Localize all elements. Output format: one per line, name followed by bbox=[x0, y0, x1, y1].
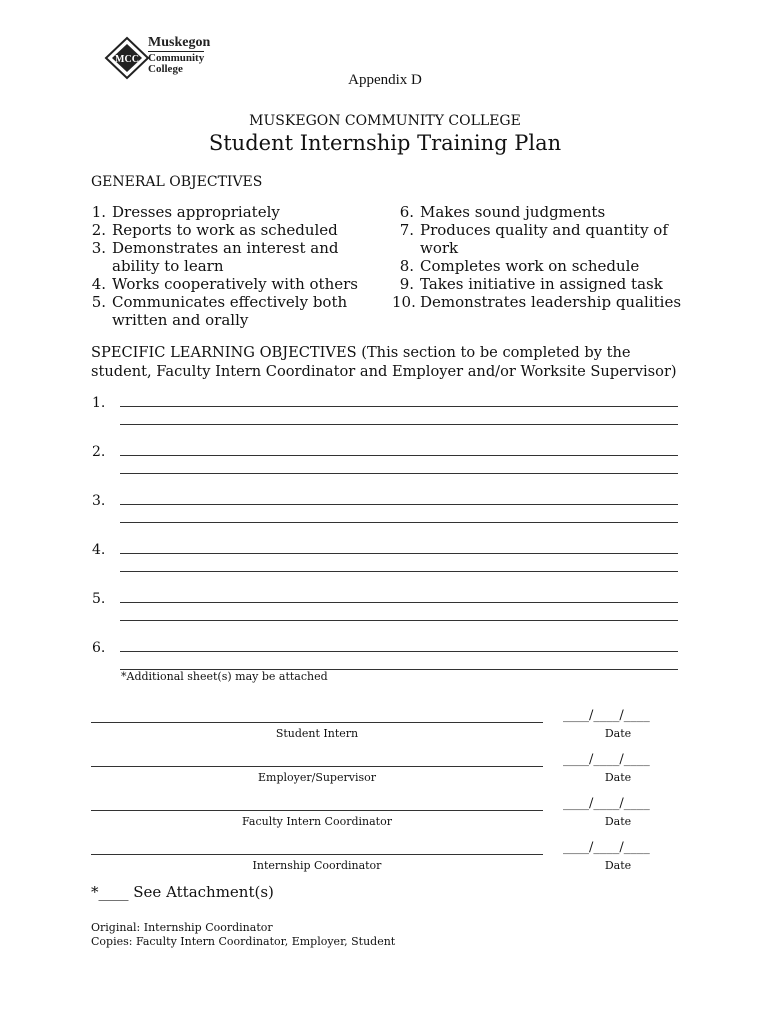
objective-number: 9. bbox=[399, 275, 414, 293]
specific-objectives-heading: SPECIFIC LEARNING OBJECTIVES (This section to be completed by the student, Faculty Intern Coordinator and Employer and/or Worksite Supervisor) bbox=[91, 344, 677, 380]
see-attachments: *____ See Attachment(s) bbox=[91, 883, 274, 901]
objective-line-number: 2. bbox=[92, 444, 106, 460]
objective-line-number: 5. bbox=[92, 591, 106, 607]
objective-text: written and orally bbox=[112, 311, 249, 329]
objective-input-line[interactable] bbox=[120, 522, 678, 523]
general-objectives-heading: GENERAL OBJECTIVES bbox=[91, 174, 263, 190]
objective-number: 6. bbox=[399, 203, 414, 221]
page-title: Student Internship Training Plan bbox=[208, 131, 562, 155]
objective-text: Dresses appropriately bbox=[112, 203, 280, 221]
appendix-label: Appendix D bbox=[348, 72, 422, 88]
date-field[interactable]: ____/____/____ bbox=[563, 840, 650, 855]
objective-input-line[interactable] bbox=[120, 651, 678, 652]
logo-line2: Community bbox=[148, 52, 205, 64]
objective-line-number: 1. bbox=[92, 395, 106, 411]
signature-line[interactable] bbox=[91, 722, 543, 723]
college-name: MUSKEGON COMMUNITY COLLEGE bbox=[249, 113, 521, 129]
objective-text: ability to learn bbox=[112, 257, 224, 275]
objective-input-line[interactable] bbox=[120, 602, 678, 603]
objective-text: Completes work on schedule bbox=[420, 257, 640, 275]
objective-text: Reports to work as scheduled bbox=[112, 221, 338, 239]
signature-line[interactable] bbox=[91, 854, 543, 855]
objective-number: 1. bbox=[91, 203, 106, 221]
logo-line1: Muskegon bbox=[148, 35, 211, 50]
objective-number: 3. bbox=[91, 239, 106, 257]
objective-text: Takes initiative in assigned task bbox=[420, 275, 663, 293]
signature-line[interactable] bbox=[91, 766, 543, 767]
date-field[interactable]: ____/____/____ bbox=[563, 752, 650, 767]
signature-label: Internship Coordinator bbox=[252, 859, 382, 872]
objective-line-number: 6. bbox=[92, 640, 106, 656]
objective-input-line[interactable] bbox=[120, 553, 678, 554]
objective-text: Demonstrates leadership qualities bbox=[420, 293, 682, 311]
footer-original: Original: Internship Coordinator bbox=[91, 921, 273, 934]
footer-copies: Copies: Faculty Intern Coordinator, Employer, Student bbox=[91, 935, 396, 948]
signature-label: Faculty Intern Coordinator bbox=[242, 815, 392, 828]
objective-number: 10. bbox=[392, 293, 416, 311]
svg-text:MCC: MCC bbox=[115, 54, 139, 65]
objective-text: Communicates effectively both bbox=[112, 293, 348, 311]
objective-text: Demonstrates an interest and bbox=[112, 239, 339, 257]
objective-input-line[interactable] bbox=[120, 504, 678, 505]
date-label: Date bbox=[604, 727, 632, 740]
objective-number: 8. bbox=[399, 257, 414, 275]
objective-number: 7. bbox=[399, 221, 414, 239]
objective-number: 2. bbox=[91, 221, 106, 239]
date-label: Date bbox=[604, 815, 632, 828]
objective-line-number: 4. bbox=[92, 542, 106, 558]
objective-text: Makes sound judgments bbox=[420, 203, 606, 221]
objective-text: work bbox=[420, 239, 459, 257]
objective-text: Produces quality and quantity of bbox=[420, 221, 668, 239]
objective-input-line[interactable] bbox=[120, 473, 678, 474]
objective-number: 4. bbox=[91, 275, 106, 293]
date-field[interactable]: ____/____/____ bbox=[563, 708, 650, 723]
logo-line3: College bbox=[148, 63, 183, 75]
signature-line[interactable] bbox=[91, 810, 543, 811]
date-label: Date bbox=[604, 771, 632, 784]
objective-text: Works cooperatively with others bbox=[112, 275, 358, 293]
additional-sheets-note: *Additional sheet(s) may be attached bbox=[121, 670, 328, 683]
signature-label: Employer/Supervisor bbox=[257, 771, 377, 784]
date-field[interactable]: ____/____/____ bbox=[563, 796, 650, 811]
objective-line-number: 3. bbox=[92, 493, 106, 509]
objective-input-line[interactable] bbox=[120, 406, 678, 407]
objective-number: 5. bbox=[91, 293, 106, 311]
objective-input-line[interactable] bbox=[120, 455, 678, 456]
signature-label: Student Intern bbox=[275, 727, 359, 740]
date-label: Date bbox=[604, 859, 632, 872]
objective-input-line[interactable] bbox=[120, 571, 678, 572]
objective-input-line[interactable] bbox=[120, 424, 678, 425]
objective-input-line[interactable] bbox=[120, 620, 678, 621]
